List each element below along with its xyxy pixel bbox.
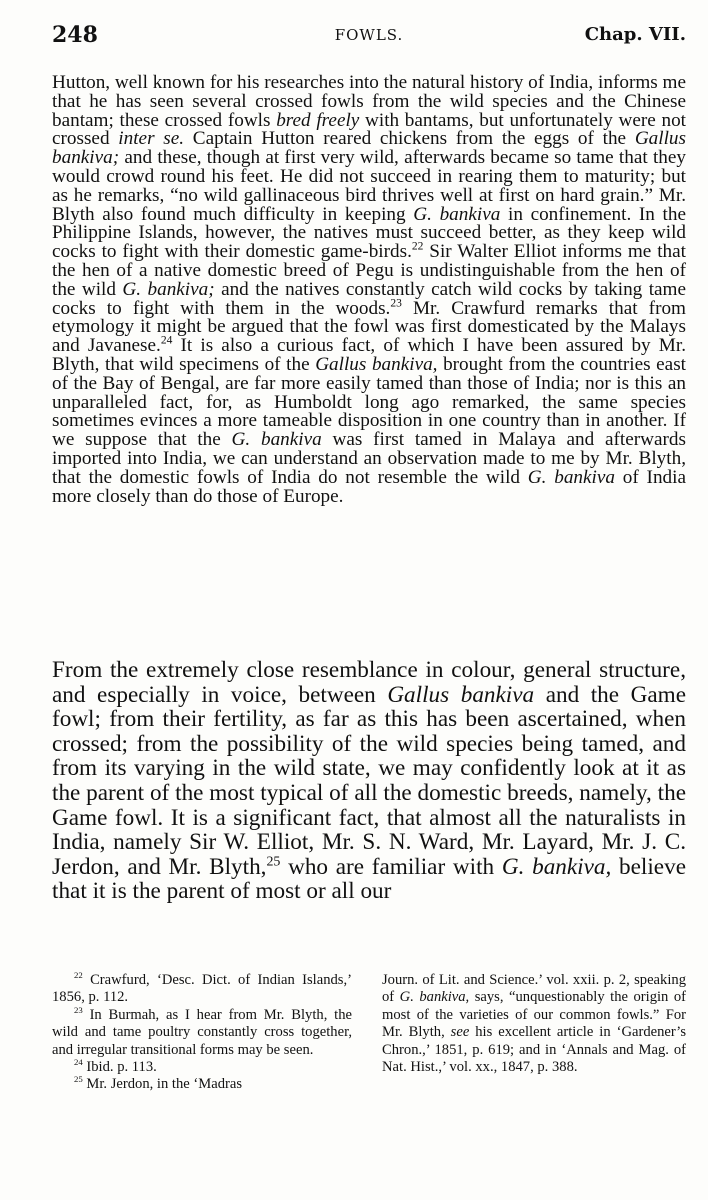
footnote-ref: 25 xyxy=(74,1074,83,1085)
running-title: FOWLS. xyxy=(334,26,404,44)
footnote-ref: 23 xyxy=(74,1004,83,1015)
text-run: his excellent article in ‘Gardener’s Chron.,’ 1851, p. 619; and in ‘Annals and Mag. of Nat. Hist.,’ vol. xx., 1847, p. 388. xyxy=(382,1024,686,1076)
text-run: Captain Hutton reared chickens from the eggs of the xyxy=(184,128,635,150)
paragraph-2 xyxy=(52,658,686,904)
italic-text: G. bankiva xyxy=(413,203,501,225)
italic-text: see xyxy=(450,1024,470,1041)
footnotes xyxy=(52,972,686,1132)
body-paragraph-large xyxy=(52,658,686,904)
text-run: of India more closely than do those of Europe. xyxy=(52,466,686,507)
text-run: with bantams, but unfortunately were not crossed xyxy=(52,109,686,150)
italic-text: bred freely xyxy=(276,109,360,131)
footnote xyxy=(52,1076,352,1093)
text-run: and these, though at first very wild, afterwards became so tame that they would crowd round his feet. He did not succeed in rearing them to maturity; but as he remarks, “no wild gallinaceous bird thrives well at first on hard grain.” Mr. Blyth also found much difficulty in keeping xyxy=(52,147,686,225)
italic-text: G. bankiva xyxy=(231,429,322,451)
text-run: Journ. of Lit. and Science.’ vol. xxii. p. 2, speaking of xyxy=(382,972,686,1006)
text-run: Mr. Crawfurd remarks that from etymology it might be argued that the fowl was first domesticated by the Malays and Javanese. xyxy=(52,297,686,357)
chapter-label: Chap. VII. xyxy=(584,24,686,45)
footnote-ref: 22 xyxy=(74,970,83,981)
text-run: Ibid. p. 113. xyxy=(82,1059,157,1076)
italic-text: G. bankiva xyxy=(527,466,615,488)
text-run: in confinement. In the Philippine Islands, however, the natives must succeed better, as they keep wild cocks to fight with their domestic game-birds. xyxy=(52,203,686,263)
footnote xyxy=(52,972,352,1007)
paragraph-1 xyxy=(52,74,686,506)
text-run: and the Game fowl; from their fertility, as far as this has been ascertained, when crossed; from the possibility of the wild species being tamed, and from its varying in the wild state, we may confidently look at it as the parent of the most typical of all the domestic breeds, namely, the Game fowl. It is a significant fact, that almost all the naturalists in India, namely Sir W. Elliot, Mr. S. N. Ward, Mr. Layard, Mr. J. C. Jerdon, and Mr. Blyth, xyxy=(52,681,686,880)
italic-text: Gallus bankiva xyxy=(387,681,535,708)
footnote xyxy=(52,1004,352,1059)
text-run: says, “unquestionably the origin of most of the varieties of our common fowls.” For Mr. Blyth, xyxy=(382,989,687,1041)
footnote-ref: 22 xyxy=(411,240,424,253)
italic-text: Gallus bankiva; xyxy=(52,128,686,169)
text-run: From the extremely close resemblance in colour, general structure, and especially in voice, between xyxy=(52,657,686,708)
footnote xyxy=(382,972,686,1076)
text-run: brought from the countries east of the Bay of Bengal, are far more easily tamed than those of India; nor is this an unparalleled fact, for, as Humboldt long ago remarked, the same species sometimes evinces a more tameable disposition in one country than in another. If we suppose that the xyxy=(52,353,686,451)
italic-text: G. bankiva; xyxy=(122,278,215,300)
page-number: 248 xyxy=(52,22,98,48)
footnote-ref: 25 xyxy=(266,854,281,870)
text-run: Mr. Jerdon, in the ‘Madras xyxy=(82,1076,243,1093)
italic-text: Gallus bankiva, xyxy=(315,353,438,375)
page-header xyxy=(52,22,686,52)
text-run: who are familiar with xyxy=(280,853,502,880)
footnote xyxy=(52,1059,352,1076)
footnotes-left-column xyxy=(52,972,352,1094)
text-run: Crawfurd, ‘Desc. Dict. of Indian Islands,’ 1856, p. 112. xyxy=(52,972,352,1006)
text-run: In Burmah, as I hear from Mr. Blyth, the wild and tame poultry constantly cross together, and irregular transitional forms may be seen. xyxy=(52,1006,352,1058)
italic-text: inter se. xyxy=(118,128,185,150)
text-run: It is also a curious fact, of which I have been assured by Mr. Blyth, that wild specimens of the xyxy=(52,335,686,375)
text-run: was first tamed in Malaya and afterwards imported into India, we can understand an observation made to me by Mr. Blyth, that the domestic fowls of India do not resemble the wild xyxy=(52,429,686,488)
italic-text: G. bankiva, xyxy=(399,989,470,1006)
italic-text: G. bankiva, xyxy=(501,853,612,880)
footnote-ref: 24 xyxy=(160,334,173,347)
text-run: Hutton, well known for his researches into the natural history of India, informs me that he has seen several crossed fowls from the wild species and the Chinese bantam; these crossed fowls xyxy=(52,72,686,131)
text-run: believe that it is the parent of most or all our xyxy=(52,853,686,905)
body-paragraph-small xyxy=(52,74,686,506)
footnotes-right-column xyxy=(382,972,686,1076)
text-run: Sir Walter Elliot informs me that the hen of a native domestic breed of Pegu is undistinguishable from the hen of the wild xyxy=(52,241,686,300)
footnote-ref: 24 xyxy=(74,1057,83,1068)
footnote-ref: 23 xyxy=(390,297,402,310)
text-run: and the natives constantly catch wild cocks by taking tame cocks to fight with them in the woods. xyxy=(52,278,686,319)
